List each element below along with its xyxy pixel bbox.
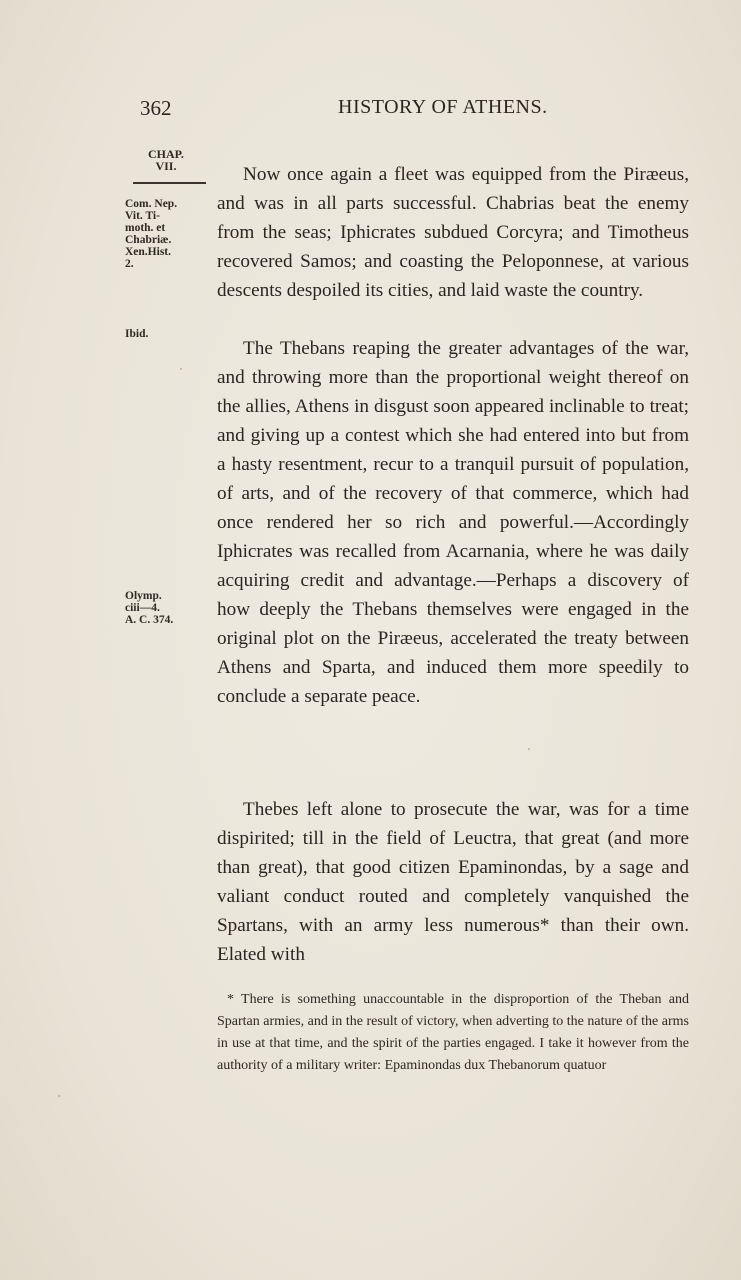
margin-citation: Ibid. [125, 328, 149, 340]
paper-speck [58, 1095, 60, 1097]
body-paragraph: Now once again a fleet was equipped from the Piræeus, and was in all parts successful. Chabrias beat the enemy from the seas; Iphicrates subdued Corcyra; and Timotheus recovered Samos; and coasting the Peloponnese, at various descents despoiled its cities, and laid waste the country. [217, 164, 689, 302]
margin-date-note: Olymp. ciii—4. A. C. 374. [125, 590, 174, 626]
paper-speck [528, 748, 530, 750]
body-paragraph: The Thebans reaping the greater advantages of the war, and throwing more than the proportional weight thereof on the allies, Athens in disgust soon appeared inclinable to treat; and giving up a contest which she had entered into but from a hasty resentment, recur to a tranquil pursuit of population, of arts, and of the recovery of that commerce, which had once rendered her so rich and powerful.—Accordingly Iphicrates was recalled from Acarnania, where he was daily acquiring credit and advantage.—Perhaps a discovery of how deeply the Thebans themselves were engaged in the original plot on the Piræeus, accelerated the treaty between Athens and Sparta, and induced them more speedily to conclude a separate peace. [217, 338, 689, 708]
footnote: * There is something unaccountable in the disproportion of the Theban and Spartan armies, and in the result of victory, when adverting to the nature of the arms in use at that time, and the spirit of the parties engaged. I take it however from the authority of a military writer: Epaminondas dux Thebanorum quatuor [217, 992, 689, 1073]
running-title: HISTORY OF ATHENS. [338, 96, 548, 118]
body-paragraph: Thebes left alone to prosecute the war, was for a time dispirited; till in the field of Leuctra, that great (and more than great), that good citizen Epaminondas, by a sage and valiant conduct routed and completely vanquished the Spartans, with an army less numerous* than their own. Elated with [217, 799, 689, 966]
chapter-marker: CHAP. VII. [148, 147, 184, 173]
paper-speck [180, 368, 182, 370]
page-number: 362 [140, 96, 172, 120]
page-header [0, 96, 741, 126]
chapter-rule [133, 182, 206, 184]
margin-citation: Com. Nep. Vit. Ti- moth. et Chabriæ. Xen.Hist. 2. [125, 198, 178, 270]
